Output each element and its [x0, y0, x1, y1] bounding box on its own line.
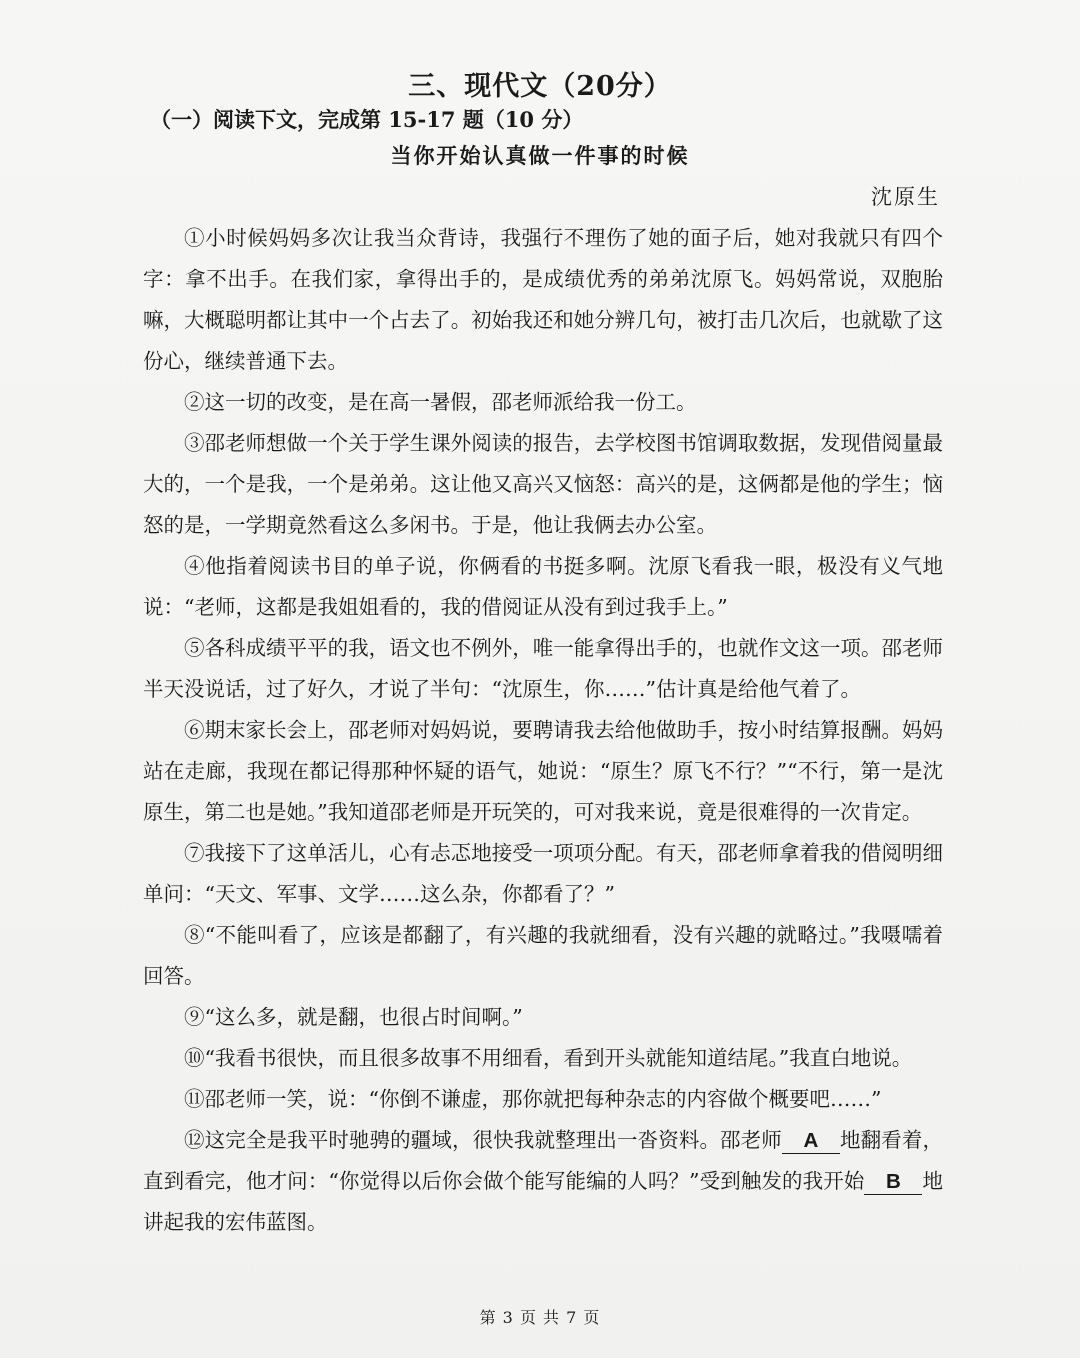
paragraph-6: ⑥期末家长会上，邵老师对妈妈说，要聘请我去给他做助手，按小时结算报酬。妈妈站在走廊，我现在都记得那种怀疑的语气，她说：“原生？原飞不行？”“不行，第一是沈原生，第二也是她。”我知道邵老师是开玩笑的，可对我来说，竟是很难得的一次肯定。 — [143, 718, 943, 824]
question-instruction: （一）阅读下文，完成第 15-17 题（10 分） — [150, 107, 584, 132]
paragraph-5: ⑤各科成绩平平的我，语文也不例外，唯一能拿得出手的，也就作文这一项。邵老师半天没说话，过了好久，才说了半句：“沈原生，你……”估计真是给他气着了。 — [143, 636, 943, 701]
blank-b: B — [864, 1170, 922, 1195]
page-number: 第 3 页 共 7 页 — [479, 1308, 601, 1327]
blank-a: A — [782, 1129, 840, 1154]
paragraph-12-part-1: ⑫这完全是我平时驰骋的疆域，很快我就整理出一沓资料。邵老师 — [184, 1128, 782, 1152]
paragraph-2: ②这一切的改变，是在高一暑假，邵老师派给我一份工。 — [184, 390, 697, 414]
paragraph-8: ⑧“不能叫看了，应该是都翻了，有兴趣的我就细看，没有兴趣的就略过。”我嗫嚅着回答。 — [143, 923, 943, 988]
paragraph-3: ③邵老师想做一个关于学生课外阅读的报告，去学校图书馆调取数据，发现借阅量最大的，一个是我，一个是弟弟。这让他又高兴又恼怒：高兴的是，这俩都是他的学生；恼怒的是，一学期竟然看这么多闲书。于是，他让我俩去办公室。 — [143, 431, 943, 537]
article-author: 沈原生 — [871, 185, 940, 209]
paragraph-12-part-3: 地讲起我的宏伟蓝图。 — [143, 1169, 944, 1234]
paragraph-9: ⑨“这么多，就是翻，也很占时间啊。” — [184, 1005, 523, 1029]
paragraph-1: ①小时候妈妈多次让我当众背诗，我强行不理伤了她的面子后，她对我就只有四个字：拿不出手。在我们家，拿得出手的，是成绩优秀的弟弟沈原飞。妈妈常说，双胞胎嘛，大概聪明都让其中一个占去了。初始我还和她分辨几句，被打击几次后，也就歇了这份心，继续普通下去。 — [143, 226, 943, 373]
article-body — [143, 218, 943, 1243]
paragraph-4: ④他指着阅读书目的单子说，你俩看的书挺多啊。沈原飞看我一眼，极没有义气地说：“老师，这都是我姐姐看的，我的借阅证从没有到过我手上。” — [143, 554, 943, 619]
article-title: 当你开始认真做一件事的时候 — [390, 143, 690, 168]
paragraph-10: ⑩“我看书很快，而且很多故事不用细看，看到开头就能知道结尾。”我直白地说。 — [184, 1046, 913, 1070]
paragraph-7: ⑦我接下了这单活儿，心有忐忑地接受一项项分配。有天，邵老师拿着我的借阅明细单问：“天文、军事、文学……这么杂，你都看了？” — [143, 841, 943, 906]
section-title: 三、现代文（20分） — [408, 71, 672, 102]
paragraph-12-part-2: 地翻看着，直到看完，他才问：“你觉得以后你会做个能写能编的人吗？”受到触发的我开始 — [143, 1128, 944, 1193]
paragraph-12 — [143, 1120, 943, 1243]
paragraph-11: ⑪邵老师一笑，说：“你倒不谦虚，那你就把每种杂志的内容做个概要吧……” — [184, 1087, 882, 1111]
